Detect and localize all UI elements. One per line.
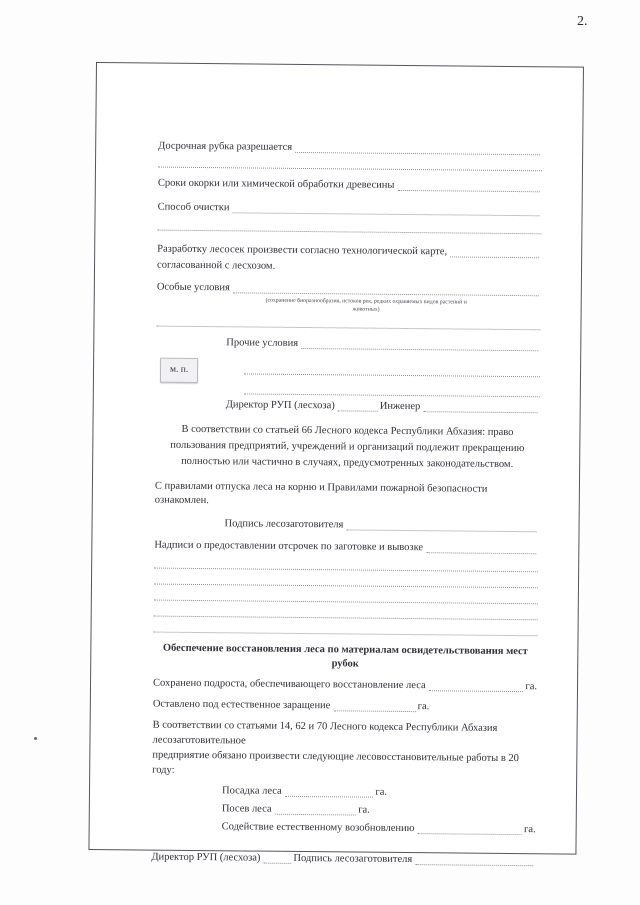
hectares-suffix: га. [525, 681, 538, 693]
dotted-line [156, 313, 540, 331]
field-bark-treatment [158, 177, 542, 195]
scan-artifact-dot [34, 737, 37, 740]
field-kept-undergrowth [153, 677, 537, 695]
dotted-line [157, 217, 541, 235]
dotted-line [154, 571, 538, 589]
form-sheet [88, 62, 584, 866]
natural-regrowth-label: Оставлено под естественное заращение [152, 698, 331, 712]
dotted-line [429, 690, 524, 692]
dotted-line [244, 378, 540, 397]
kept-undergrowth-label: Сохранено подроста, обеспечивающего восстановление леса [152, 677, 426, 692]
field-natural-regrowth [153, 698, 430, 715]
field-deferral-notes [154, 539, 538, 557]
stamp-placeholder: м. п. [160, 358, 198, 383]
law-articles-14-62-70-paragraph [152, 718, 537, 782]
law-paragraph-line2-pre: предприятие обязано произвести следующие лесовосстановительные работы в 20 [152, 749, 520, 765]
hectares-suffix: га. [358, 804, 370, 816]
dotted-line [232, 212, 539, 216]
dotted-line [233, 292, 539, 296]
deferral-notes-label: Надписи о предоставлении отсрочек по заготовке и вывозке [154, 539, 424, 554]
dotted-line [397, 190, 539, 192]
dotted-line [426, 552, 536, 554]
dotted-line [263, 863, 291, 864]
law-paragraph-line2-post: году: [152, 764, 175, 776]
field-other-conditions-label: Прочие условия [226, 337, 299, 349]
field-early-cut-label: Досрочная рубка разрешается [158, 140, 293, 153]
dotted-line [158, 154, 542, 172]
field-assisted-regeneration [222, 820, 536, 837]
planting-label: Посадка леса [221, 785, 282, 797]
dotted-line [415, 864, 533, 866]
logger-signature-label: Подпись лесозаготовителя [224, 518, 344, 531]
hectares-suffix: га. [524, 824, 536, 836]
dotted-line [275, 814, 357, 816]
dotted-line [154, 603, 538, 621]
director-label: Директор РУП (лесхоза) [151, 851, 261, 864]
field-director-engineer [226, 398, 540, 415]
stamp-lines [244, 358, 540, 397]
engineer-label: Инженер [379, 400, 421, 413]
field-other-conditions [226, 336, 540, 353]
page-number: 2. [577, 14, 588, 29]
law-paragraph-line1: В соответствии со статьями 14, 62 и 70 Лесного кодекса Республики Абхазия лесозаготовительное [152, 719, 498, 747]
hectares-suffix: га. [417, 701, 430, 713]
field-cleanup-method-label: Способ очистки [157, 201, 230, 214]
acknowledgement-text: С правилами отпуска леса на корню и Правилами пожарной безопасности ознакомлен. [154, 480, 488, 507]
assisted-regeneration-label: Содействие естественному возобновлению [221, 821, 415, 835]
develop-statement-line2: согласованной с лесхозом. [157, 259, 276, 272]
dotted-line [450, 256, 539, 258]
law-article-66-paragraph: В соответствии со статьей 66 Лесного кодекса Республики Абхазия: право пользования предприятий, учреждений и организаций подлежит прекращению полностью или частично в случаях, предусмотренных законодательством. [170, 423, 525, 471]
field-logger-signature [225, 517, 539, 534]
field-special-conditions [157, 281, 541, 299]
develop-statement-line1: Разработку лесосек произвести согласно технологической карте, [157, 243, 448, 258]
field-special-conditions-label: Особые условия [156, 281, 230, 294]
restoration-section-title: Обеспечение восстановления леса по материалам освидетельствования мест рубок [162, 642, 528, 670]
field-cleanup-method [158, 201, 542, 219]
logger-signature-label: Подпись лесозаготовителя [293, 852, 413, 866]
sowing-label: Посев леса [221, 803, 272, 815]
dotted-line [333, 710, 415, 712]
dotted-line [154, 587, 538, 605]
director-label: Директор РУП (лесхоза) [225, 399, 335, 412]
dotted-line [301, 348, 538, 351]
dotted-line [423, 411, 537, 413]
dotted-line [338, 410, 378, 411]
dotted-line [244, 358, 540, 377]
field-final-signatures [151, 851, 535, 869]
dotted-line [154, 555, 538, 573]
dotted-line [346, 529, 536, 532]
dotted-line [285, 796, 374, 798]
stamp-area [156, 358, 540, 398]
dotted-line [417, 833, 522, 835]
hectares-suffix: га. [375, 786, 388, 798]
form-content [89, 63, 583, 869]
field-sowing [222, 802, 370, 817]
special-conditions-caption: (сохранение биоразнообразия, истоков рек, редких охраняемых видов растений и животных) [265, 297, 467, 313]
field-bark-treatment-label: Сроки окорки или химической обработки древесины [157, 177, 395, 191]
dotted-line [154, 619, 538, 637]
field-planting [222, 784, 387, 800]
develop-statement [157, 243, 541, 261]
